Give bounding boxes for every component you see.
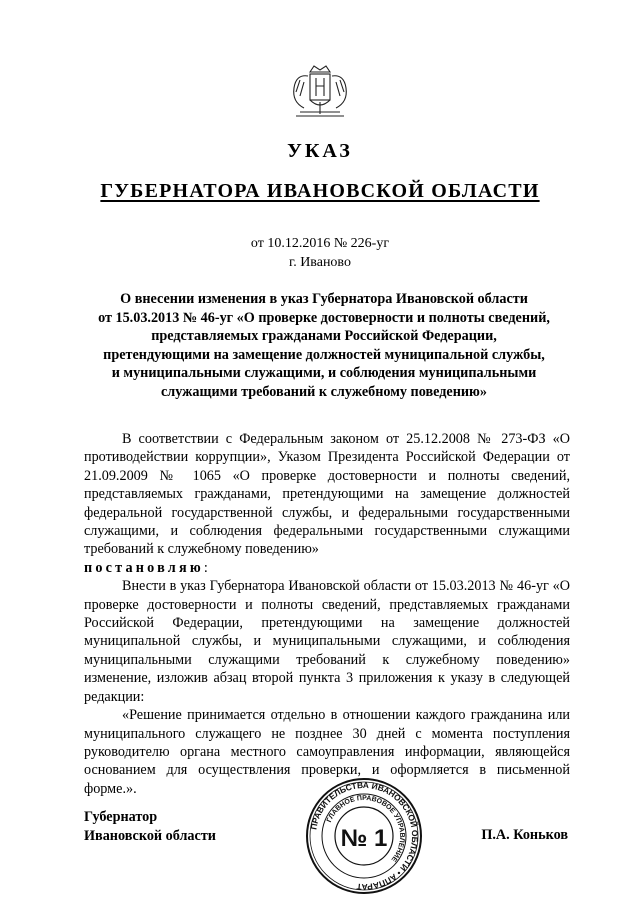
decree-body — [84, 430, 570, 798]
official-stamp — [304, 776, 424, 896]
decree-word-line — [84, 559, 570, 577]
decree-colon: : — [203, 559, 208, 576]
subject-line: служащими требований к служебному поведению» — [160, 383, 487, 400]
stamp-number: № 1 — [340, 825, 388, 852]
date-number: от 10.12.2016 № 226-уг — [250, 236, 390, 251]
decree-subject — [84, 290, 564, 402]
signatory-position — [84, 808, 216, 846]
subject-line: от 15.03.2013 № 46-уг «О проверке достоверности и полноты сведений, — [98, 309, 550, 326]
subject-line: и муниципальными служащими, и соблюдения муниципальными — [111, 365, 537, 382]
coat-of-arms-icon — [286, 58, 354, 126]
subject-line: представляемых гражданами Российской Федерации, — [151, 328, 497, 345]
stamp-outer-text: ПРАВИТЕЛЬСТВА ИВАНОВСКОЙ ОБЛАСТИ • АППАРАТ — [308, 779, 421, 893]
city: г. Иваново — [289, 255, 351, 270]
body-paragraph-amendment: Внести в указ Губернатора Ивановской области от 15.03.2013 № 46-уг «О проверке достоверности и полноты сведений, представляемых гражданами Российской Федерации, претендующими на замещение должностей муниципальной службы, и муниципальными служащими, и соблюдения муниципальными служащими требований к служебному поведению» изменение, изложив абзац второй пункта 3 приложения к указу в следующей редакции: — [84, 578, 570, 705]
position-line: Губернатор — [84, 809, 158, 825]
stamp-inner-text: ГЛАВНОЕ ПРАВОВОЕ УПРАВЛЕНИЕ — [325, 794, 406, 863]
body-paragraph-quote: «Решение принимается отдельно в отношении каждого гражданина или муниципального служащего не позднее 30 дней с момента поступления руководителю органа местного самоуправления информации, являющейся основанием для осуществления проверки, и оформляется в письменной форме.». — [84, 707, 570, 797]
issuer-title — [0, 180, 640, 203]
issuer-title-text: ГУБЕРНАТОРА ИВАНОВСКОЙ ОБЛАСТИ — [100, 180, 540, 202]
signatory-name: П.А. Коньков — [481, 827, 568, 843]
subject-line: О внесении изменения в указ Губернатора Ивановской области — [120, 291, 528, 307]
subject-line: претендующими на замещение должностей муниципальной службы, — [103, 346, 545, 363]
body-paragraph-preamble: В соответствии с Федеральным законом от 25.12.2008 № 273-ФЗ «О противодействии коррупции», Указом Президента Российской Федерации от 21.09.2009 № 1065 «О проверке достоверности и полноты сведений, представляемых гражданами, претендующими на замещение должностей федеральной государственной службы, и федеральными государственными служащими, и соблюдения федеральными государственными служащими требований к служебному поведению» — [84, 431, 570, 558]
document-title: УКАЗ — [287, 140, 353, 162]
decree-word: постановляю — [84, 559, 204, 576]
position-line: Ивановской области — [84, 828, 216, 844]
